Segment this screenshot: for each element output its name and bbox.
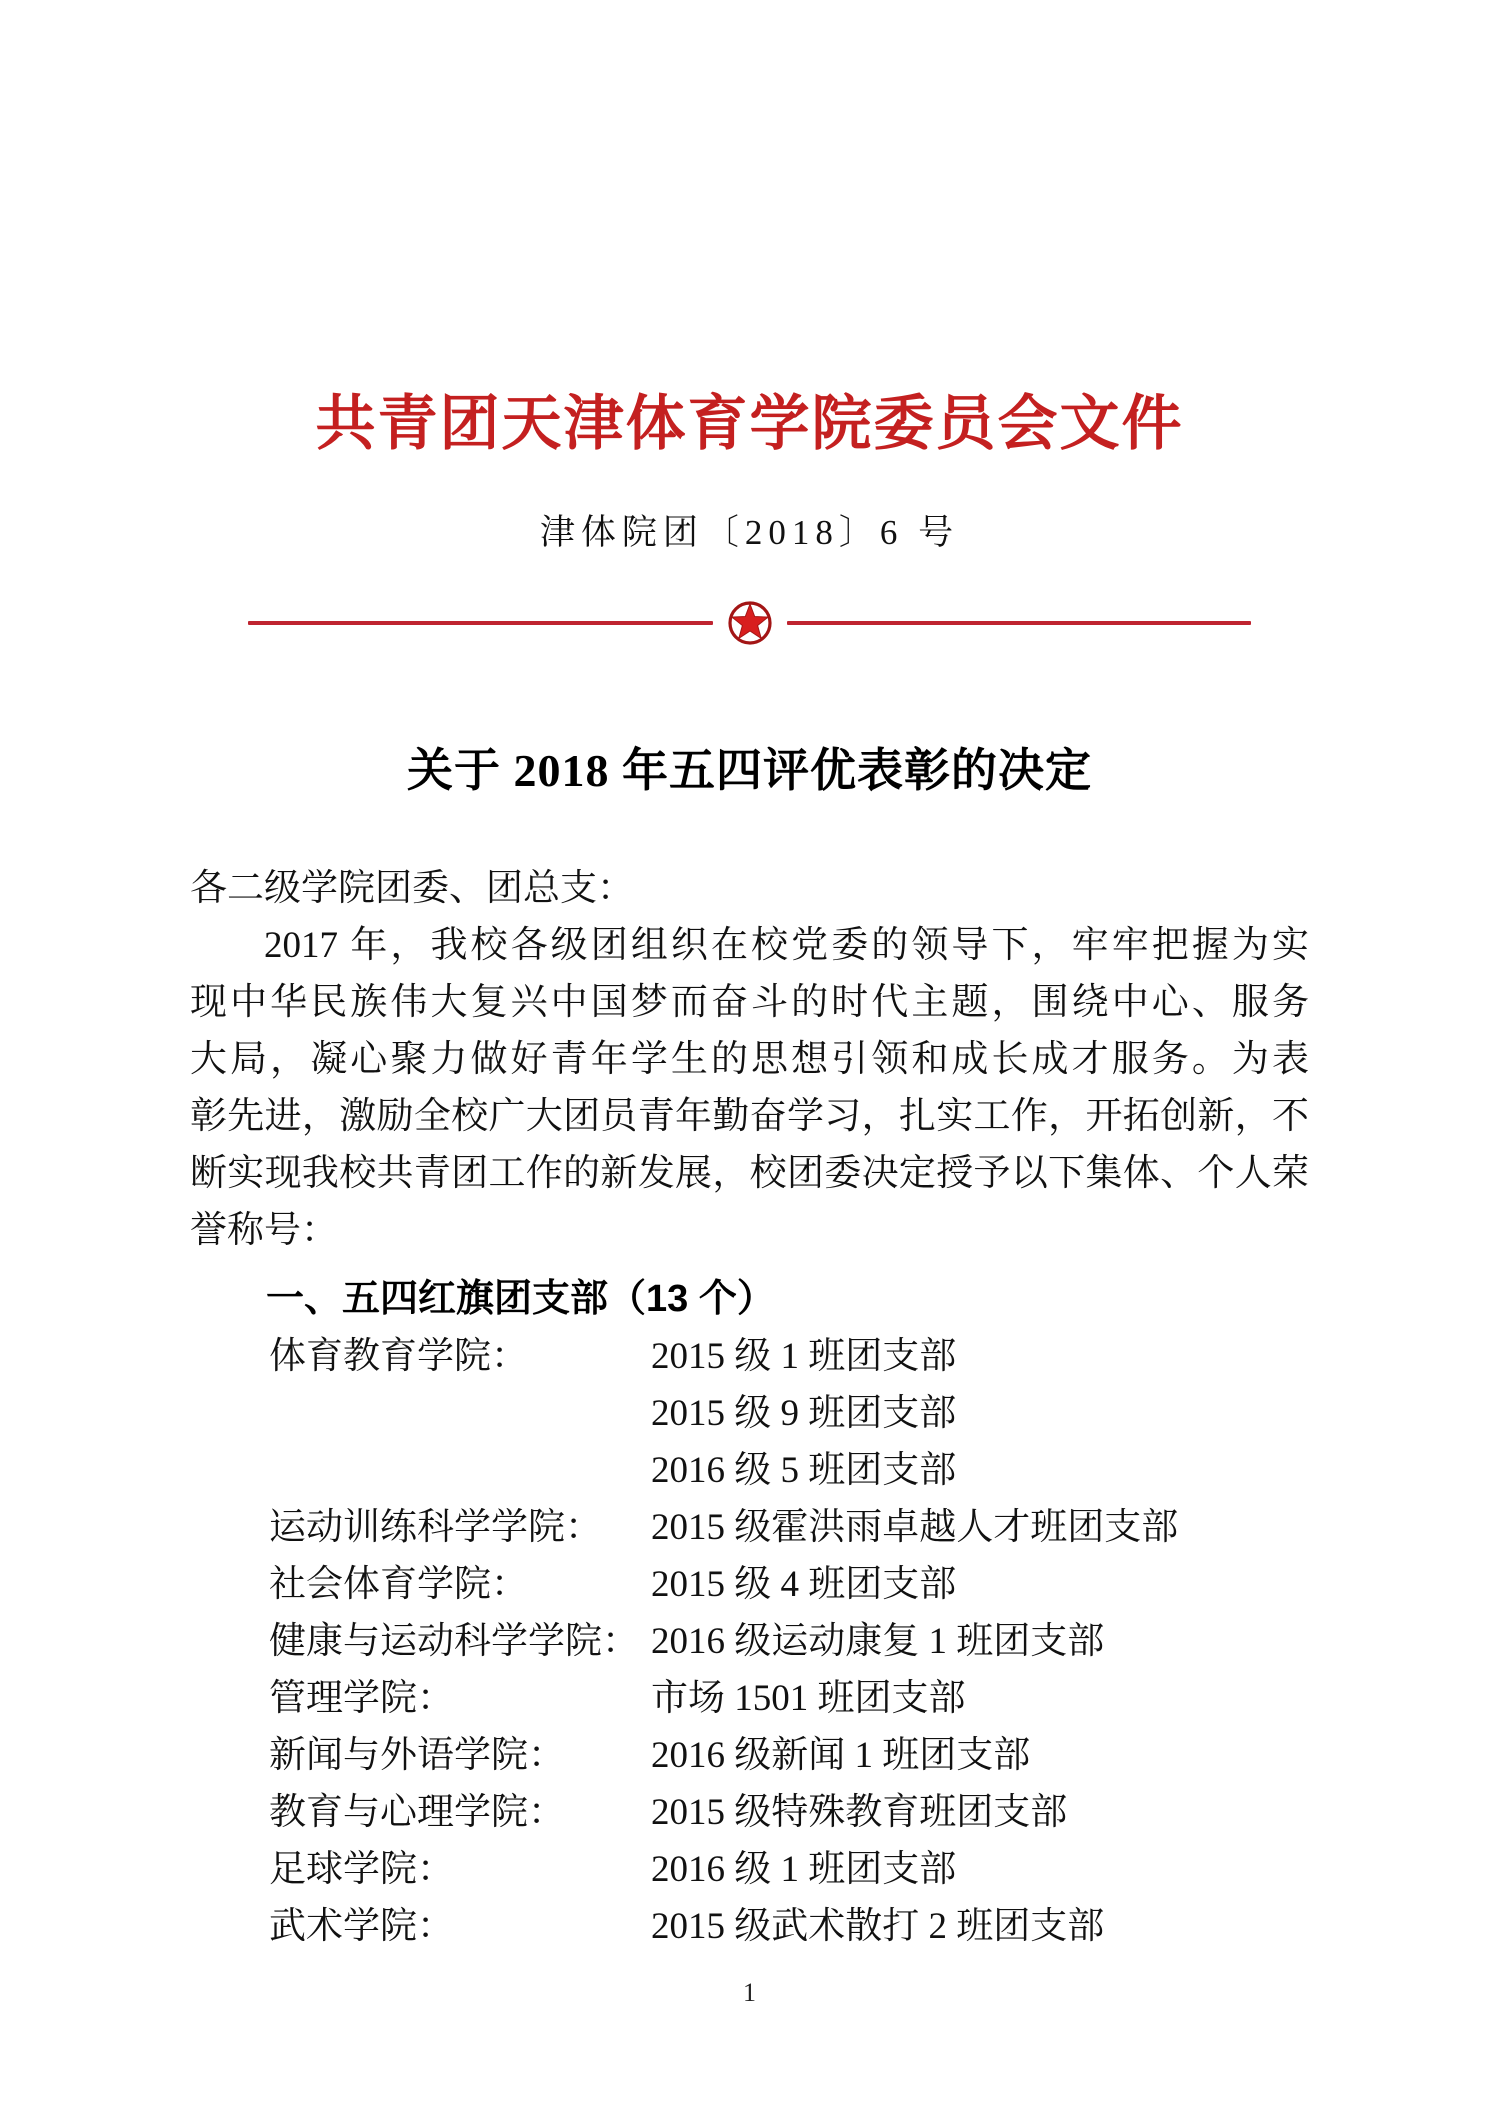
paragraph-line: 2017 年，我校各级团组织在校党委的领导下，牢牢把握为实: [264, 925, 1309, 966]
branch-name: 2016 级新闻 1 班团支部: [651, 1735, 1031, 1776]
award-row: [269, 1556, 1309, 1613]
college-label: 管理学院：: [269, 1678, 454, 1719]
award-row: [269, 1385, 1309, 1442]
award-row: [269, 1613, 1309, 1670]
college-label: [269, 1442, 651, 1499]
branch-name: 2016 级 5 班团支部: [651, 1450, 957, 1491]
college-label: 运动训练科学学院：: [269, 1507, 602, 1548]
award-row: [269, 1670, 1309, 1727]
college-label: 教育与心理学院：: [269, 1792, 565, 1833]
document-number: 津体院团〔2018〕6 号: [539, 513, 960, 552]
college-label: 新闻与外语学院：: [269, 1735, 565, 1776]
body-paragraph: [190, 917, 1309, 1259]
paragraph-line: 断实现我校共青团工作的新发展，校团委决定授予以下集体、个人荣: [190, 1153, 1309, 1194]
branch-name: 2015 级霍洪雨卓越人才班团支部: [651, 1507, 1179, 1548]
divider-line-right: [787, 621, 1252, 625]
paragraph-line: 大局，凝心聚力做好青年学生的思想引领和成长成才服务。为表: [190, 1039, 1309, 1080]
award-row: [269, 1328, 1309, 1385]
branch-name: 2015 级 1 班团支部: [651, 1336, 957, 1377]
star-emblem-icon: [726, 599, 774, 647]
document-title: 关于 2018 年五四评优表彰的决定: [407, 745, 1092, 796]
paragraph-line: 现中华民族伟大复兴中国梦而奋斗的时代主题，围绕中心、服务: [190, 982, 1309, 1023]
paragraph-closing-line: 誉称号：: [190, 1210, 338, 1251]
award-row: [269, 1442, 1309, 1499]
branch-name: 2016 级 1 班团支部: [651, 1849, 957, 1890]
award-row: [269, 1784, 1309, 1841]
branch-name: 2015 级特殊教育班团支部: [651, 1792, 1068, 1833]
divider-line-left: [248, 621, 713, 625]
college-label: 体育教育学院：: [269, 1336, 528, 1377]
award-row: [269, 1499, 1309, 1556]
awards-list: [269, 1328, 1309, 1955]
section-heading-red-flag-branches: 一、五四红旗团支部（13 个）: [266, 1278, 775, 1320]
award-row: [269, 1727, 1309, 1784]
page-number: 1: [743, 1978, 756, 2007]
college-label: 足球学院：: [269, 1849, 454, 1890]
branch-name: 市场 1501 班团支部: [651, 1678, 966, 1719]
salutation: 各二级学院团委、团总支：: [190, 868, 634, 909]
paragraph-line: 彰先进，激励全校广大团员青年勤奋学习，扎实工作，开拓创新，不: [190, 1096, 1309, 1137]
award-row: [269, 1898, 1309, 1955]
award-row: [269, 1841, 1309, 1898]
branch-name: 2015 级武术散打 2 班团支部: [651, 1906, 1105, 1947]
college-label: [269, 1385, 651, 1442]
branch-name: 2015 级 4 班团支部: [651, 1564, 957, 1605]
college-label: 健康与运动科学学院：: [269, 1621, 639, 1662]
letterhead-divider: [190, 598, 1309, 648]
branch-name: 2016 级运动康复 1 班团支部: [651, 1621, 1105, 1662]
college-label: 社会体育学院：: [269, 1564, 528, 1605]
college-label: 武术学院：: [269, 1906, 454, 1947]
branch-name: 2015 级 9 班团支部: [651, 1393, 957, 1434]
letterhead-org-title: 共青团天津体育学院委员会文件: [315, 390, 1184, 457]
